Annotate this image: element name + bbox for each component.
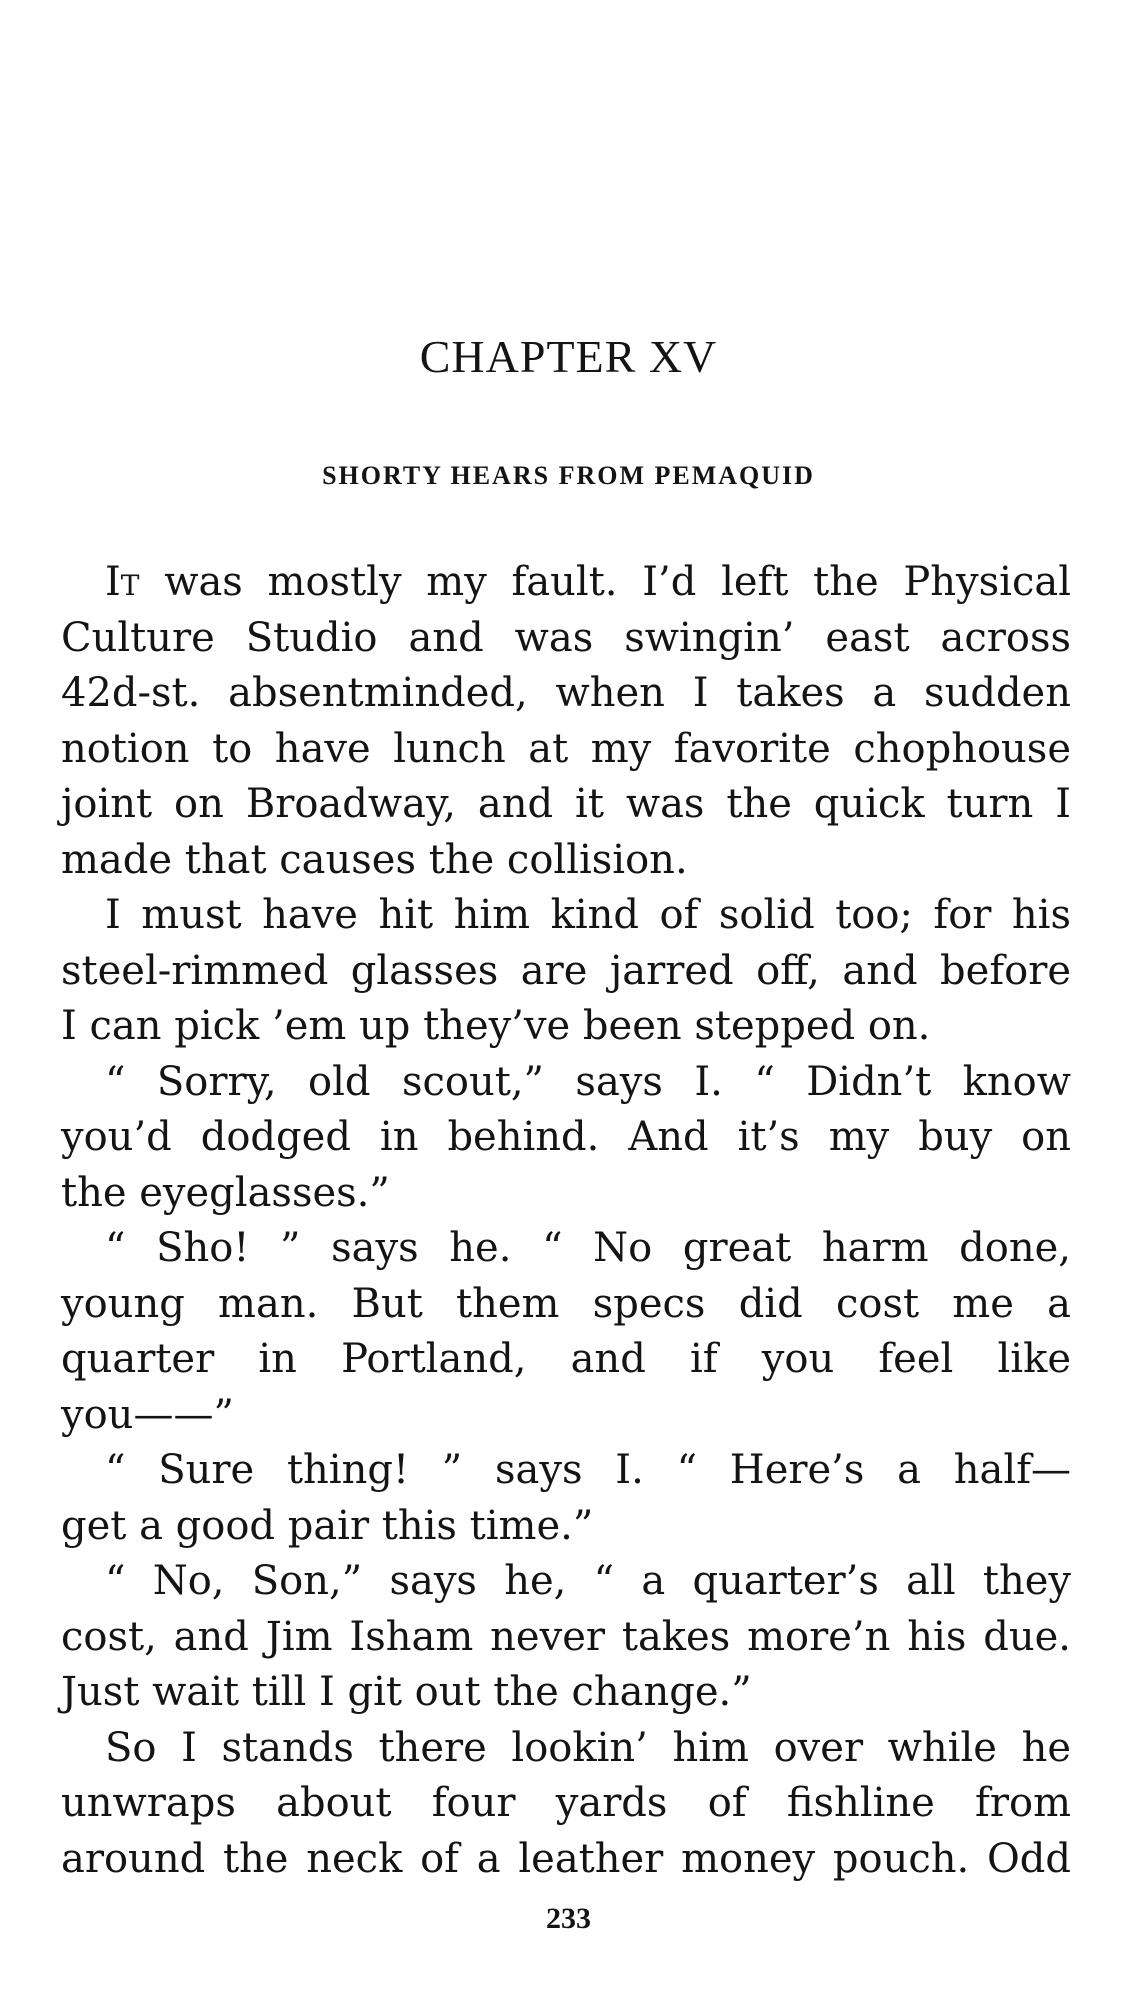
text-line xyxy=(61,555,1071,611)
paragraph xyxy=(61,1554,1071,1721)
text-line: you’d dodged in behind. And it’s my buy on xyxy=(61,1114,1071,1160)
text-line: steel-rimmed glasses are jarred off, and before xyxy=(61,947,1071,994)
text-line: around the neck of a leather money pouch. Odd xyxy=(61,1835,1071,1882)
text-line: quarter in Portland, and if you feel like xyxy=(61,1336,1071,1382)
chapter-title: CHAPTER XV xyxy=(419,331,718,382)
chapter-subtitle: SHORTY HEARS FROM PEMAQUID xyxy=(322,461,815,490)
text-line-rest: was mostly my fault. I’d left the Physical xyxy=(139,559,1071,605)
paragraph xyxy=(61,1221,1071,1443)
text-line: I can pick ’em up they’ve been stepped on. xyxy=(61,1003,931,1049)
text-line: Culture Studio and was swingin’ east across xyxy=(61,614,1071,661)
text-line: notion to have lunch at my favorite chophouse xyxy=(61,725,1071,772)
text-line: made that causes the collision. xyxy=(61,836,688,883)
text-line: the eyeglasses.” xyxy=(61,1169,390,1216)
text-line: “ Sho! ” says he. “ No great harm done, xyxy=(105,1225,1071,1271)
paragraph xyxy=(61,1721,1071,1888)
text-line: So I stands there lookin’ him over while he xyxy=(105,1724,1071,1771)
page-number: 233 xyxy=(546,1902,591,1935)
paragraph xyxy=(61,1055,1071,1222)
text-line: joint on Broadway, and it was the quick turn I xyxy=(61,781,1071,827)
text-line: cost, and Jim Isham never takes more’n his due. xyxy=(61,1613,1071,1660)
text-line: you——” xyxy=(61,1391,234,1438)
text-line: “ Sorry, old scout,” says I. “ Didn’t know xyxy=(105,1058,1071,1105)
text-line: “ Sure thing! ” says I. “ Here’s a half— xyxy=(105,1447,1071,1493)
paragraph xyxy=(61,1443,1071,1554)
paragraph xyxy=(61,555,1071,888)
paragraph xyxy=(61,888,1071,1055)
body-text xyxy=(61,555,1071,1887)
text-line: Just wait till I git out the change.” xyxy=(61,1669,752,1715)
text-line: young man. But them specs did cost me a xyxy=(61,1280,1071,1327)
text-line: “ No, Son,” says he, “ a quarter’s all they xyxy=(105,1558,1071,1604)
opening-small-caps: It xyxy=(105,559,140,605)
text-line: I must have hit him kind of solid too; for his xyxy=(105,892,1071,938)
text-line: get a good pair this time.” xyxy=(61,1502,594,1549)
text-line: 42d-st. absentminded, when I takes a sudden xyxy=(61,670,1071,716)
text-line: unwraps about four yards of fishline from xyxy=(61,1780,1071,1826)
